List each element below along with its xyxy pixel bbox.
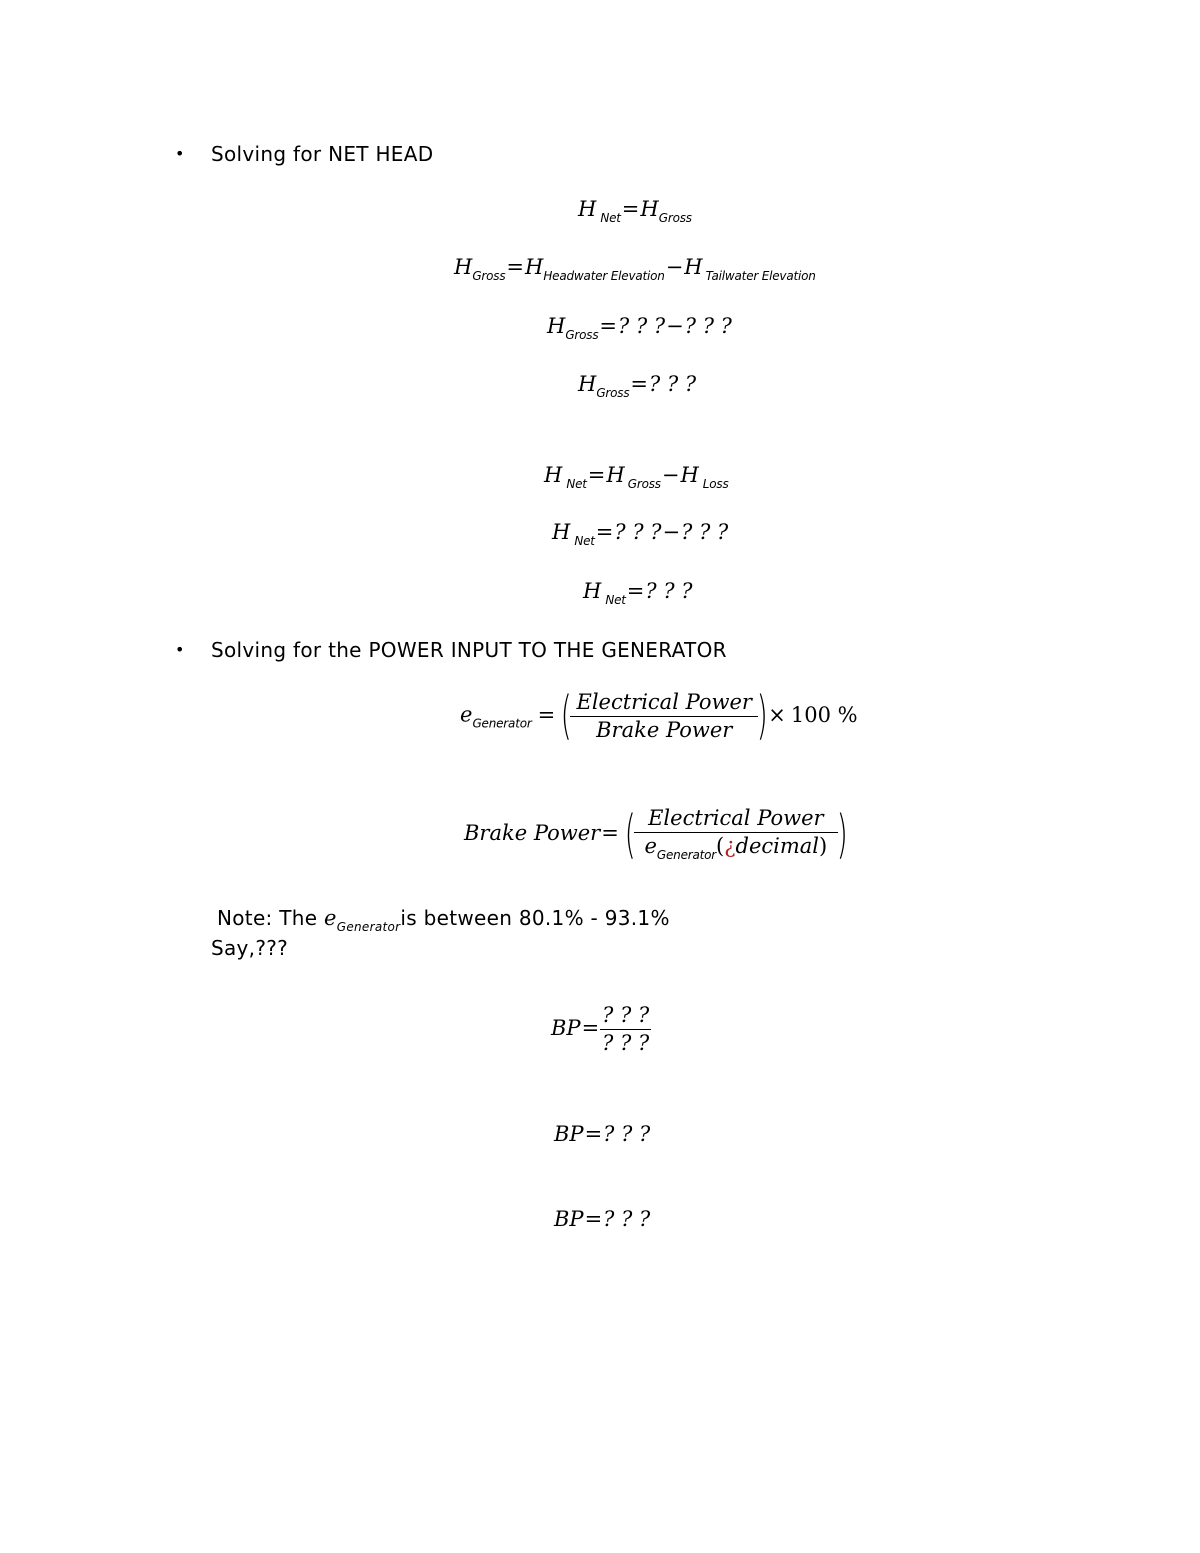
fraction-numerator: ? ? ? — [600, 1005, 651, 1030]
close-paren: ) — [819, 834, 828, 858]
equation-net-definition — [544, 465, 729, 490]
bullet-dot: • — [175, 640, 185, 659]
sub-gross: Gross — [627, 477, 661, 491]
symbol-e: e — [644, 834, 657, 858]
sub-tailwater: Tailwater Elevation — [705, 269, 816, 283]
open-paren: ( — [716, 834, 725, 858]
sub-gross: Gross — [472, 269, 506, 283]
equals-sign: = — [584, 1207, 603, 1231]
fraction-numerator: Electrical Power — [570, 692, 757, 717]
note-prefix: Note: The — [217, 906, 324, 930]
symbol-h: H — [544, 463, 563, 487]
placeholder-value: ? ? ? — [681, 520, 729, 544]
equals-sign: = — [630, 372, 649, 396]
sub-net: Net — [566, 477, 587, 491]
equation-gross-substituted — [547, 316, 732, 341]
equation-brake-power — [464, 804, 852, 865]
equation-net-result — [583, 581, 693, 606]
symbol-h: H — [552, 520, 571, 544]
fraction-denominator: ? ? ? — [602, 1031, 650, 1055]
fraction-numerator: Electrical Power — [634, 808, 837, 833]
note-suffix: is between 80.1% - 93.1% — [400, 906, 670, 930]
equals-sign: = — [621, 197, 640, 221]
equals-sign: = — [581, 1016, 600, 1040]
sub-gross: Gross — [565, 328, 599, 342]
equation-gross-result — [578, 374, 696, 399]
equation-net-substituted — [552, 522, 728, 547]
symbol-h: H — [684, 255, 703, 279]
minus-sign: − — [666, 314, 684, 338]
symbol-h: H — [525, 255, 544, 279]
equals-sign: = — [584, 1122, 603, 1146]
symbol-e: e — [324, 906, 337, 930]
bp-label: BP — [554, 1207, 584, 1231]
equals-sign: = — [626, 579, 645, 603]
minus-sign: − — [662, 520, 681, 544]
symbol-h: H — [606, 463, 625, 487]
equation-bp-result-1 — [554, 1124, 650, 1145]
bp-label: BP — [551, 1016, 581, 1040]
decimal-marker: ¿ — [724, 834, 736, 858]
equation-gross-definition — [454, 257, 816, 282]
sub-net: Net — [605, 593, 626, 607]
sub-generator: Generator — [336, 920, 401, 934]
symbol-h: H — [547, 314, 566, 338]
equation-bp-result-2 — [554, 1209, 650, 1230]
inline-e-generator — [324, 906, 401, 934]
symbol-h: H — [454, 255, 473, 279]
symbol-h: H — [578, 197, 597, 221]
placeholder-value: ? ? ? — [645, 579, 693, 603]
right-paren: ) — [836, 804, 848, 865]
bullet-dot: • — [175, 144, 185, 163]
equation-generator-efficiency — [460, 686, 858, 746]
right-paren: ) — [756, 686, 768, 746]
efficiency-fraction — [570, 689, 757, 742]
equation-net-equals-gross — [578, 199, 692, 224]
fraction-denominator: Brake Power — [596, 717, 733, 742]
equals-sign: = — [537, 702, 556, 727]
sub-net: Net — [600, 211, 621, 225]
minus-sign: − — [661, 463, 680, 487]
equation-bp-fraction — [551, 1005, 651, 1054]
symbol-h: H — [640, 197, 659, 221]
section-title-net-head: Solving for NET HEAD — [211, 142, 434, 166]
times-sign: × — [768, 702, 786, 727]
equals-sign: = — [506, 255, 525, 279]
note-text — [217, 906, 670, 934]
section-title-power-input: Solving for the POWER INPUT TO THE GENERATOR — [211, 638, 727, 662]
bp-fraction — [600, 1005, 651, 1054]
equals-sign: = — [587, 463, 606, 487]
sub-gross: Gross — [658, 211, 692, 225]
symbol-e: e — [460, 702, 473, 727]
sub-generator: Generator — [472, 716, 532, 731]
placeholder-value: ? ? ? — [618, 314, 666, 338]
percent-value: 100 % — [790, 702, 858, 727]
bp-label: BP — [554, 1122, 584, 1146]
placeholder-value: ? ? ? — [603, 1122, 651, 1146]
symbol-h: H — [680, 463, 699, 487]
sub-net: Net — [574, 534, 595, 548]
left-paren: ( — [560, 686, 572, 746]
symbol-h: H — [583, 579, 602, 603]
equals-sign: = — [601, 821, 619, 845]
minus-sign: − — [665, 255, 684, 279]
decimal-word: decimal — [735, 834, 819, 858]
sub-headwater: Headwater Elevation — [543, 269, 665, 283]
symbol-h: H — [578, 372, 597, 396]
sub-gross: Gross — [596, 386, 630, 400]
sub-loss: Loss — [702, 477, 729, 491]
brake-power-fraction — [634, 808, 837, 861]
left-paren: ( — [624, 804, 636, 865]
placeholder-value: ? ? ? — [649, 372, 697, 396]
brake-power-label: Brake Power — [464, 821, 601, 845]
sub-generator: Generator — [656, 848, 717, 862]
placeholder-value: ? ? ? — [614, 520, 662, 544]
placeholder-value: ? ? ? — [603, 1207, 651, 1231]
fraction-denominator — [638, 833, 833, 861]
say-text: Say,??? — [211, 936, 289, 960]
equals-sign: = — [599, 314, 618, 338]
equals-sign: = — [595, 520, 614, 544]
placeholder-value: ? ? ? — [684, 314, 732, 338]
